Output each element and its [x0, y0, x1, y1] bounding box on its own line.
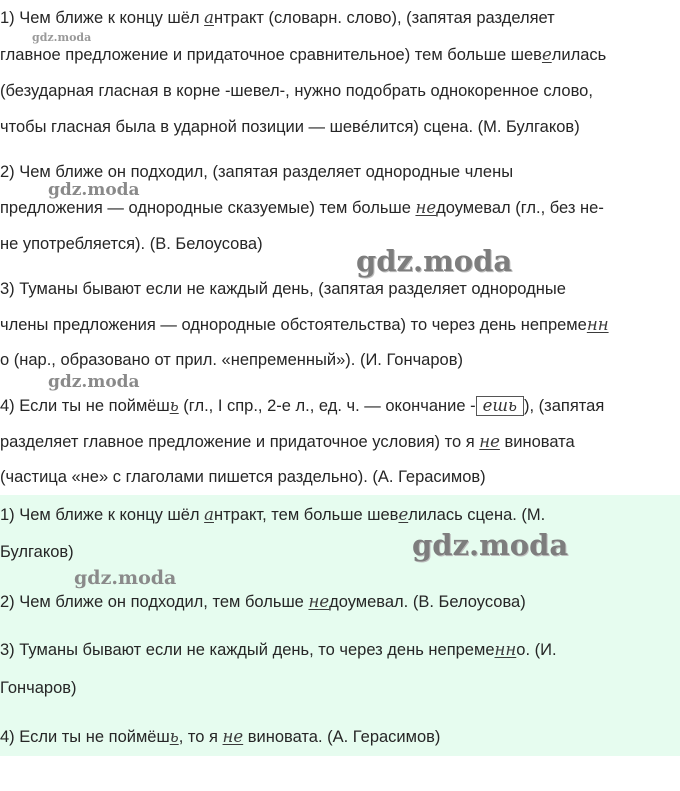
explanation-line-8: 3) Туманы бывают если не каждый день, (запятая разделяет однородные — [0, 280, 566, 298]
highlighted-letters: не — [308, 592, 330, 611]
explanation-line-6: предложения — однородные сказуемые) тем больше недоумевал (гл., без не- — [0, 198, 604, 217]
ending-box: ешь — [476, 396, 524, 416]
answer-line-4: 3) Туманы бывают если не каждый день, то через день непременно. (И. — [0, 640, 557, 659]
watermark: gdz.moda — [48, 372, 140, 392]
explanation-line-4: чтобы гласная была в ударной позиции — шевéлится) сцена. (М. Булгаков) — [0, 118, 580, 136]
explanation-line-2: главное предложение и придаточное сравнительное) тем больше шевелилась — [0, 45, 607, 64]
highlighted-letter: е — [398, 505, 409, 524]
highlighted-letter: ь — [169, 727, 179, 746]
watermark: gdz.moda — [412, 528, 569, 562]
explanation-line-12: разделяет главное предложение и придаточное условия) то я не виновата — [0, 432, 575, 451]
explanation-line-13: (частица «не» с глаголами пишется раздельно). (А. Герасимов) — [0, 468, 486, 486]
highlighted-letter: ь — [169, 396, 179, 415]
highlighted-letter: а — [204, 505, 214, 524]
explanation-line-7: не употребляется). (В. Белоусова) — [0, 235, 263, 253]
answer-line-1: 1) Чем ближе к концу шёл антракт, тем больше шевелилась сцена. (М. — [0, 505, 546, 524]
watermark: gdz.moda — [32, 31, 92, 44]
answer-line-6: 4) Если ты не поймёшь, то я не виновата. (А. Герасимов) — [0, 727, 441, 746]
explanation-line-5: 2) Чем ближе он подходил, (запятая разделяет однородные члены — [0, 163, 514, 181]
highlighted-letters: не — [415, 198, 437, 217]
watermark: gdz.moda — [74, 567, 177, 589]
explanation-line-11: 4) Если ты не поймёшь (гл., I спр., 2-е л., ед. ч. — окончание - ешь ), (запятая — [0, 396, 605, 415]
explanation-line-1: 1) Чем ближе к концу шёл антракт (словарн. слово), (запятая разделяет — [0, 8, 555, 27]
highlighted-letter: е — [541, 45, 552, 64]
answer-line-5: Гончаров) — [0, 679, 77, 697]
explanation-line-9: члены предложения — однородные обстоятельства) то через день непременн — [0, 315, 609, 334]
answer-panel — [0, 495, 680, 756]
answer-line-3: 2) Чем ближе он подходил, тем больше недоумевал. (В. Белоусова) — [0, 592, 526, 611]
highlighted-letters: не — [479, 432, 500, 451]
watermark: gdz.moda — [48, 180, 140, 200]
highlighted-letters: нн — [586, 315, 609, 334]
explanation-line-3: (безударная гласная в корне -шевел-, нужно подобрать однокоренное слово, — [0, 82, 593, 100]
highlighted-letter: а — [204, 8, 214, 27]
answer-line-2: Булгаков) — [0, 543, 74, 561]
highlighted-letters: нн — [494, 640, 517, 659]
watermark: gdz.moda — [356, 244, 513, 278]
explanation-line-10: о (нар., образовано от прил. «непременный»). (И. Гончаров) — [0, 351, 463, 369]
highlighted-letters: не — [222, 727, 244, 746]
